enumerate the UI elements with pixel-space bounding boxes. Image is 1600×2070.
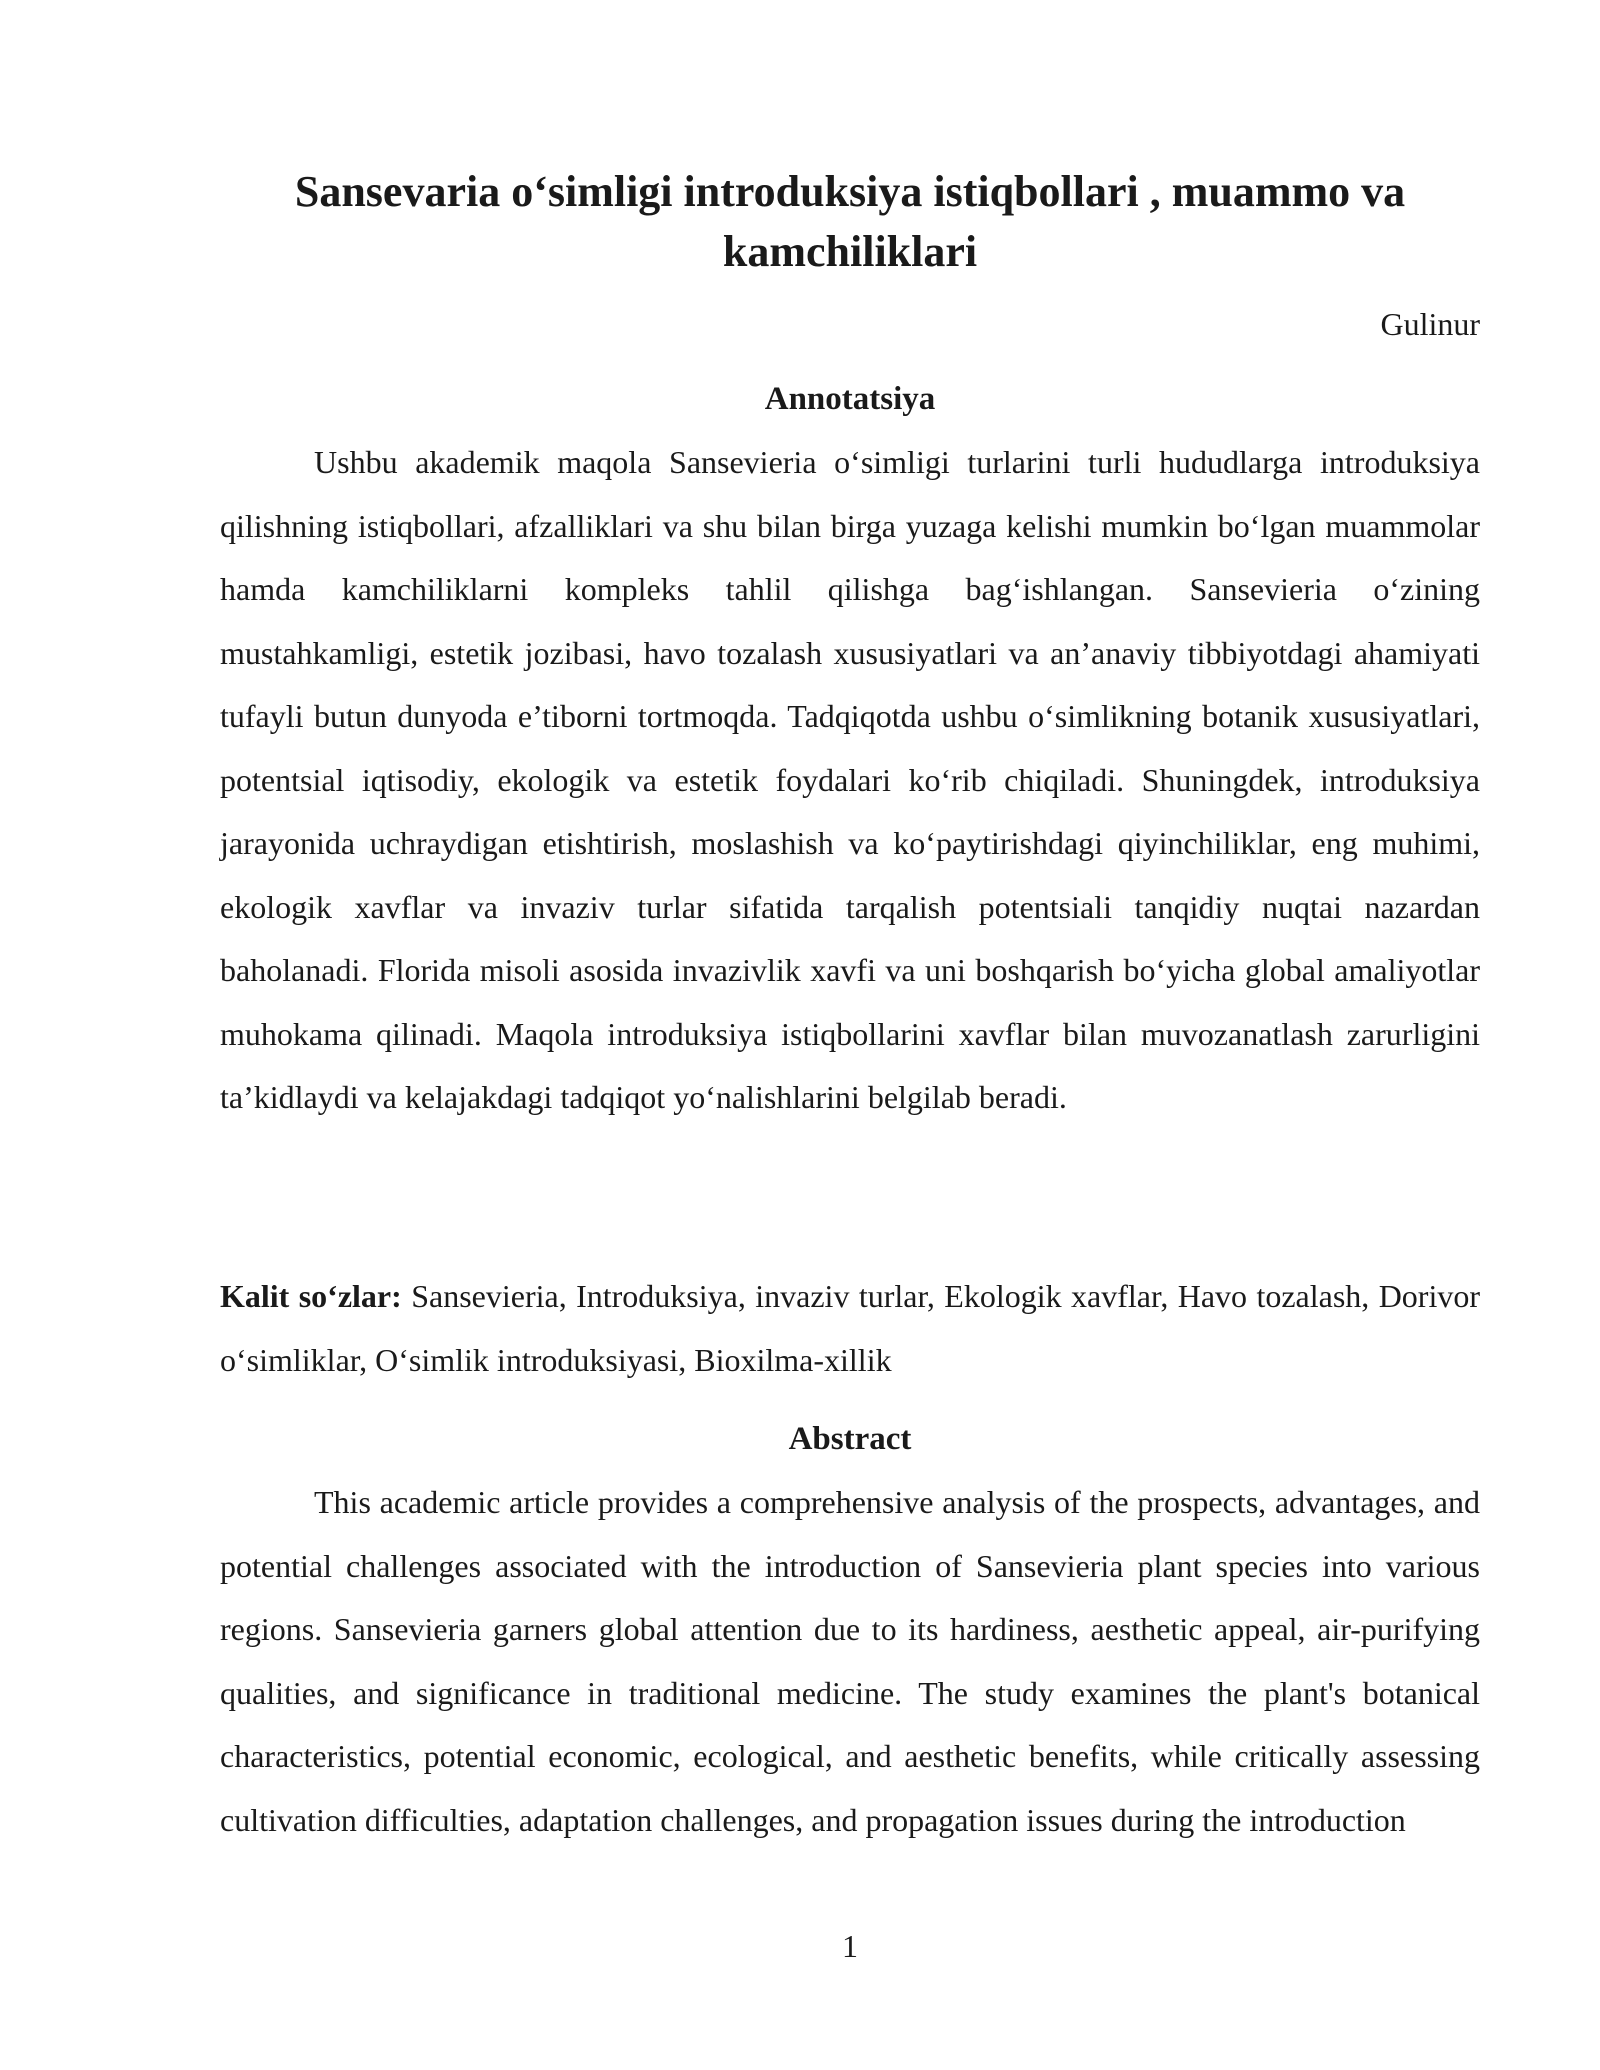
keywords-paragraph — [220, 1265, 1480, 1392]
page-number: 1 — [842, 1928, 858, 1964]
annotation-paragraph: Ushbu akademik maqola Sansevieria o‘simligi turlarini turli hududlarga introduksiya qilishning istiqbollari, afzalliklari va shu bilan birga yuzaga kelishi mumkin bo‘lgan muammolar hamda kamchiliklarni kompleks tahlil qilishga bag‘ishlangan. Sansevieria o‘zining mustahkamligi, estetik jozibasi, havo tozalash xususiyatlari va an’anaviy tibbiyotdagi ahamiyati tufayli butun dunyoda e’tiborni tortmoqda. Tadqiqotda ushbu o‘simlikning botanik xususiyatlari, potentsial iqtisodiy, ekologik va estetik foydalari ko‘rib chiqiladi. Shuningdek, introduksiya jarayonida uchraydigan etishtirish, moslashish va ko‘paytirishdagi qiyinchiliklar, eng muhimi, ekologik xavflar va invaziv turlar sifatida tarqalish potentsiali tanqidiy nuqtai nazardan baholanadi. Florida misoli asosida invazivlik xavfi va uni boshqarish bo‘yicha global amaliyotlar muhokama qilinadi. Maqola introduksiya istiqbollarini xavflar bilan muvozanatlash zarurligini ta’kidlaydi va kelajakdagi tadqiqot yo‘nalishlarini belgilab beradi. — [220, 444, 1480, 1115]
annotation-heading: Annotatsiya — [764, 381, 936, 417]
author-name: Gulinur — [1380, 306, 1480, 342]
abstract-heading: Abstract — [788, 1421, 912, 1457]
document-title: Sansevaria o‘simligi introduksiya istiqbollari , muammo va kamchiliklari — [294, 167, 1406, 276]
keywords-label: Kalit so‘zlar: — [220, 1278, 402, 1314]
keywords-list: Sansevieria, Introduksiya, invaziv turlar, Ekologik xavflar, Havo tozalash, Dorivor o‘simliklar, O‘simlik introduksiyasi, Bioxilma-xillik — [220, 1278, 1481, 1378]
abstract-paragraph: This academic article provides a comprehensive analysis of the prospects, advantages, and potential challenges associated with the introduction of Sansevieria plant species into various regions. Sansevieria garners global attention due to its hardiness, aesthetic appeal, air-purifying qualities, and significance in traditional medicine. The study examines the plant's botanical characteristics, potential economic, ecological, and aesthetic benefits, while critically assessing cultivation difficulties, adaptation challenges, and propagation issues during the introduction — [220, 1484, 1480, 1838]
